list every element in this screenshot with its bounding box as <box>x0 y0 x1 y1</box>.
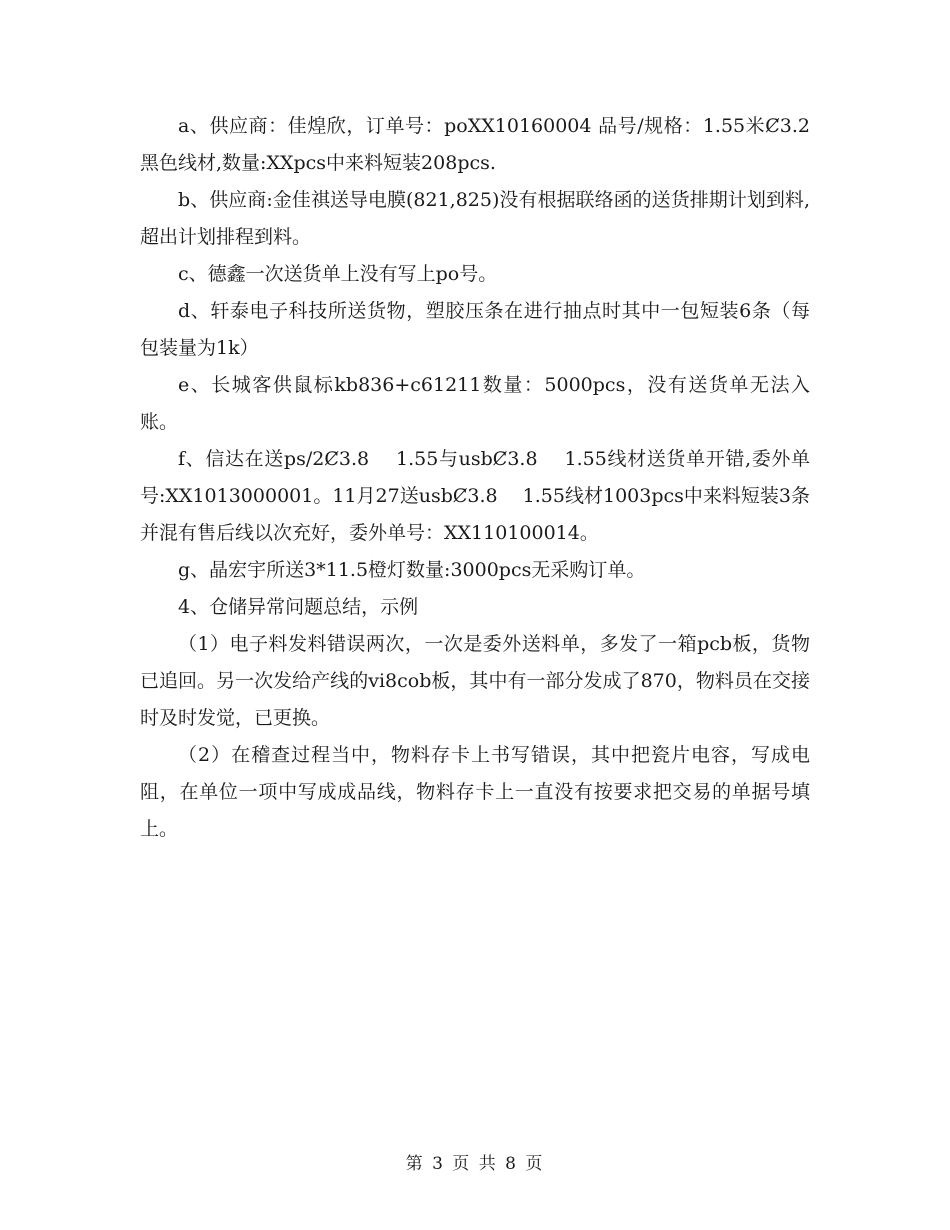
paragraph-warehouse-2: （2）在稽查过程当中，物料存卡上书写错误，其中把瓷片电容，写成电阻，在单位一项中写成成品线，物料存卡上一直没有按要求把交易的单据号填上。 <box>140 744 810 840</box>
paragraph-supplier-a: a、供应商：佳煌欣，订单号：poXX10160004 品号/规格：1.55米Ȼ3.2黑色线材,数量:XXpcs中来料短装208pcs. <box>140 115 810 174</box>
paragraph-supplier-e: e、长城客供鼠标kb836+c61211数量：5000pcs，没有送货单无法入账。 <box>140 374 810 433</box>
paragraph-warehouse-1: （1）电子料发料错误两次，一次是委外送料单，多发了一箱pcb板，货物已追回。另一次发给产线的vi8cob板，其中有一部分发成了870，物料员在交接时及时发觉，已更换。 <box>140 633 810 729</box>
paragraph-supplier-g: g、晶宏宇所送3*11.5橙灯数量:3000pcs无采购订单。 <box>178 559 646 581</box>
document-body <box>140 108 810 848</box>
paragraph-supplier-c: c、德鑫一次送货单上没有写上po号。 <box>178 263 498 285</box>
paragraph-supplier-d: d、轩泰电子科技所送货物，塑胶压条在进行抽点时其中一包短装6条（每包装量为1k） <box>140 300 810 359</box>
page-number-footer: 第 3 页 共 8 页 <box>405 1154 545 1174</box>
section-heading-warehouse: 4、仓储异常问题总结，示例 <box>178 596 419 618</box>
paragraph-supplier-b: b、供应商:金佳祺送导电膜(821,825)没有根据联络函的送货排期计划到料,超出计划排程到料。 <box>140 189 810 248</box>
paragraph-supplier-f: f、信达在送ps/2Ȼ3.8 1.55与usbȻ3.8 1.55线材送货单开错,委外单号:XX1013000001。11月27送usbȻ3.8 1.55线材1003pcs中来料短装3条并混有售后线以次充好，委外单号：XX110100014。 <box>140 448 810 544</box>
